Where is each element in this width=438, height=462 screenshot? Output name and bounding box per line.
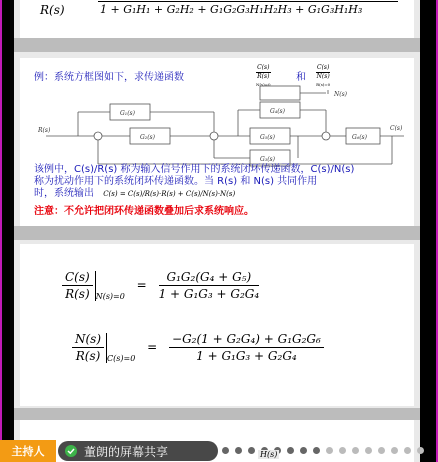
result-equation-2: $\frac{N(s)}{R(s)}$ C(s)=0 = $\frac{\text{−G₂(1 + G₂G₄) + G₁G₂G₆}}{\text{1 + G₁G₃ + G₂G₄}}$ xyxy=(72,332,324,363)
screen-share-pill[interactable] xyxy=(58,441,218,461)
page-dot[interactable] xyxy=(404,447,411,454)
eq2-lhs-den: R(s) xyxy=(75,349,101,363)
page-dot[interactable] xyxy=(222,447,229,454)
eq1-rhs-den: 1 + G₁G₃ + G₂G₄ xyxy=(158,287,260,301)
eq2-lhs-num: N(s) xyxy=(72,332,104,348)
block-diagram xyxy=(38,84,404,168)
meeting-toolbar xyxy=(0,440,438,462)
example-and: 和 xyxy=(296,72,306,83)
block-g1: G₁(s) xyxy=(120,110,135,117)
example-title: 例：系统方框图如下，求传递函数 xyxy=(34,72,184,83)
eq2-rhs-num: −G₂(1 + G₂G₄) + G₁G₂G₆ xyxy=(169,332,324,348)
eq2-rhs-den: 1 + G₁G₃ + G₂G₄ xyxy=(196,349,297,363)
eq1-lhs-num: C(s) xyxy=(62,270,93,286)
fraction-bar xyxy=(98,1,398,2)
paragraph-line-1: 该例中，C(s)/R(s) 称为输入信号作用下的系统闭环传递函数，C(s)/N(s) xyxy=(34,164,355,175)
page-indicator-dots[interactable] xyxy=(222,447,424,454)
page-dot[interactable] xyxy=(365,447,372,454)
block-g5: G₅(s) xyxy=(260,134,275,141)
page-dot[interactable] xyxy=(417,447,424,454)
page-dot[interactable] xyxy=(300,447,307,454)
diagram-disturbance-label: N(s) xyxy=(334,91,348,98)
paragraph-line-2: 称为扰动作用下的系统闭环传递函数。当 R(s) 和 N(s) 共同作用 xyxy=(34,176,318,187)
host-badge[interactable]: 主持人 xyxy=(0,440,56,462)
page-dot[interactable] xyxy=(378,447,385,454)
slide-separator xyxy=(14,38,420,52)
page-dot[interactable] xyxy=(313,447,320,454)
output-equation: C(s) = C(s)/R(s)·R(s) + C(s)/N(s)·N(s) xyxy=(103,190,236,198)
transfer-fraction-cn: C(s) N(s) R(s)=0 xyxy=(316,64,331,87)
page-dot[interactable] xyxy=(326,447,333,454)
screen-share-label: 董朗的屏幕共享 xyxy=(84,444,169,459)
page-dot[interactable] xyxy=(352,447,359,454)
shared-document-pane[interactable] xyxy=(14,0,420,462)
slide-separator-2 xyxy=(14,226,420,240)
warning-note: 注意：不允许把闭环传递函数叠加后求系统响应。 xyxy=(34,206,254,217)
slide-top-fragment xyxy=(20,0,414,38)
diagram-input-label: R(s) xyxy=(38,127,51,134)
eq2-condition: C(s)=0 xyxy=(107,354,136,363)
page-dot[interactable] xyxy=(248,447,255,454)
page-dot[interactable] xyxy=(235,447,242,454)
page-dot[interactable] xyxy=(391,447,398,454)
screen-share-icon xyxy=(64,444,78,458)
formula-lhs: R(s) xyxy=(40,3,65,17)
slide-example xyxy=(20,58,414,226)
transfer-fraction-cr: C(s) R(s) N(s)=0 xyxy=(256,64,271,87)
slide-results xyxy=(20,244,414,406)
result-equation-1: $\frac{C(s)}{R(s)}$ N(s)=0 = $\frac{\text{G₁G₂(G₄ + G₅)}}{\text{1 + G₁G₃ + G₂G₄}}$ xyxy=(62,270,259,301)
block-g2: G₂(s) xyxy=(140,134,155,141)
slide-separator-3 xyxy=(14,408,420,420)
block-g3: G₃(s) xyxy=(260,156,275,163)
block-g6: G₆(s) xyxy=(352,134,367,141)
page-dot[interactable] xyxy=(339,447,346,454)
formula-denominator: 1 + G₁H₁ + G₂H₂ + G₁G₂G₃H₁H₂H₃ + G₁G₃H₁H₃ xyxy=(100,3,363,16)
eq1-lhs-den: R(s) xyxy=(65,287,90,301)
diagram-output-label: C(s) xyxy=(390,125,403,132)
block-g4: G₄(s) xyxy=(270,108,285,115)
eq1-condition: N(s)=0 xyxy=(95,292,125,301)
paragraph-line-3: 时，系统输出 C(s) = C(s)/R(s)·R(s) + C(s)/N(s)·N(s) xyxy=(34,188,236,199)
floating-formula-label: H(s) xyxy=(260,450,278,459)
page-dot[interactable] xyxy=(287,447,294,454)
eq1-rhs-num: G₁G₂(G₄ + G₅) xyxy=(159,270,260,286)
